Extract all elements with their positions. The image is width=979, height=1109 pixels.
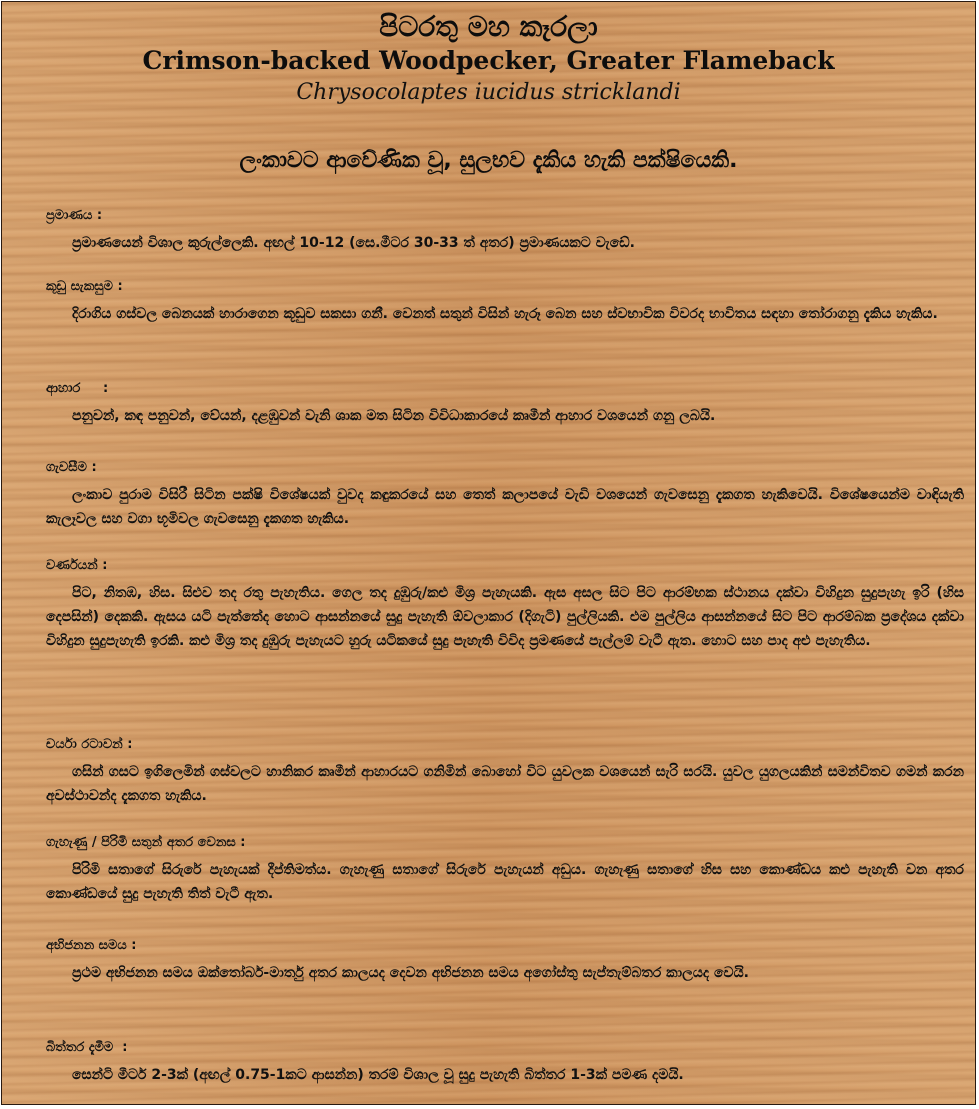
section-nesting: [46, 278, 964, 326]
section-body: ප්‍රථම අභිජනන සමය ඔක්තෝබර්-මාර්තු අතර කාලයද දෙවන අභිජනන සමය අගෝස්තු සැප්තැම්බතර කාලයද වෙයි.: [72, 965, 749, 981]
section-body: සෙන්ටි මීටර් 2-3ක් (අඟල් 0.75-1කට ආසන්න) තරම් විශාල වූ සුදු පැහැති බිත්තර 1-3ක් පමණ දමයි.: [72, 1067, 684, 1083]
species-info-panel: [1, 1, 976, 1105]
section-body: පනුවන්, කඳ පනුවන්, වේයන්, දළඹුවන් වැනි ශාක මත සිටින විවිධාකාරයේ කෘමීන් ආහාර වශයෙන් ගනු ලබයි.: [72, 408, 716, 424]
english-title: Crimson-backed Woodpecker, Greater Flameback: [142, 46, 835, 75]
section-heading: ගැහැණු / පිරිමි සතුන් අතර වෙනස :: [46, 835, 246, 850]
section-food: [46, 380, 964, 428]
section-heading: වර්ණයන් :: [46, 558, 108, 573]
section-body: ප්‍රමාණයෙන් විශාල කුරුල්ලෙකි. අඟල් 10-12 (සෙ.මීටර 30-33 ත් අතර) ප්‍රමාණයකට වැඩේ.: [72, 235, 635, 251]
section-coloration: [46, 557, 964, 653]
section-body: පිරිමි සතාගේ සිරුරේ පැහැයක් දීප්තිමත්ය. ගැහැණු සතාගේ සිරුරේ පැහැයන් අඩුය. ගැහැණු සතාගේ හිස සහ කොණ්ඩය කළු පැහැති වන අතර කොණ්ඩයේ සුදු පැහැති තිත් වැටී ඇත.: [46, 862, 964, 902]
section-breeding-season: [46, 937, 964, 985]
section-egg-laying: [46, 1039, 964, 1087]
sinhala-title: පිටරතු මහ කෑරලා: [379, 10, 598, 43]
scientific-name: Chrysocolaptes iucidus stricklandi: [296, 80, 681, 105]
section-heading: චර්යා රටාවන් :: [46, 737, 133, 752]
section-heading: ප්‍රමාණය :: [46, 208, 103, 223]
section-body: ගසින් ගසට ඉගිලෙමින් ගස්වලට හානිකර කෘමීන් ආහාරයට ගනිමින් බොහෝ විට යුවලක වශයෙන් සැරි සරයි. යුවල යුගලයකින් සමන්විතව ගමන් කරන අවස්ථාවන්ද දැකගත හැකිය.: [46, 764, 964, 804]
section-body: දිරාගිය ගස්වල බෙනයක් හාරාගෙන කූඩුව සකසා ගනී. වෙනත් සතුන් විසින් හැරූ බෙන සහ ස්වභාවික විවරද භාවිතය සඳහා තෝරාගනු දැකිය හැකිය.: [72, 306, 938, 322]
section-body: පිට, නිතඹ, හිස. සිළුව තද රතු පැහැතිය. ගෙල තද දුඹුරු/කළු මිශ්‍ර පැහැයකි. ඇස අසල සිට පිට ආරම්භක ස්ථානය දක්වා විහිදුන සුදුපැහැ ඉරි (හිස දෙපසින්) දෙකකි. ඇසය යටි පැත්තේද හොට ආසන්නයේ සුදු පැහැති ඕවලාකාර (දිගැටි) පුල්ලියකි. එම පුල්ලිය ආසන්නයේ සිට පිට ආරම්බක ප්‍රදේශය දක්වා විහිදුන සුදුපැහැති ඉරකි. කළු මිශ්‍ර තද දුඹුරු පැහැයට හුරු යටිකයේ සුදු පැහැති විවිද ප්‍රමණයේ පැල්ලම් වැටී ඇත. හොට සහ පාද අළු පැහැතිය.: [46, 585, 964, 649]
section-behavior: [46, 736, 964, 808]
section-sex-differences: [46, 834, 964, 906]
section-heading: අභිජනන සමය :: [46, 938, 137, 953]
section-distribution: [46, 459, 964, 531]
endemic-tagline: ලංකාවට ආවේණික වූ, සුලභව දැකිය හැකි පක්ෂියෙකි.: [239, 148, 738, 173]
section-size: [46, 207, 964, 255]
section-heading: කූඩු සැකසුම :: [46, 279, 123, 294]
section-heading: බිත්තර දැමීම :: [46, 1040, 128, 1055]
section-body: ලංකාව පුරාම විසිරී සිටින පක්ෂි විශේෂයක් වුවද කඳුකරයේ සහ තෙත් කලාපයේ වැඩි වශයෙන් ගැවසෙනු දැකගත හැකිවෙයි. විශේෂයෙන්ම වාඳියැති කැලෑවල සහ වගා භූමිවල ගැවසෙනු දැකගත හැකිය.: [46, 487, 964, 527]
section-heading: ආහාර :: [46, 381, 109, 396]
section-heading: ගැවසීම :: [46, 460, 97, 475]
